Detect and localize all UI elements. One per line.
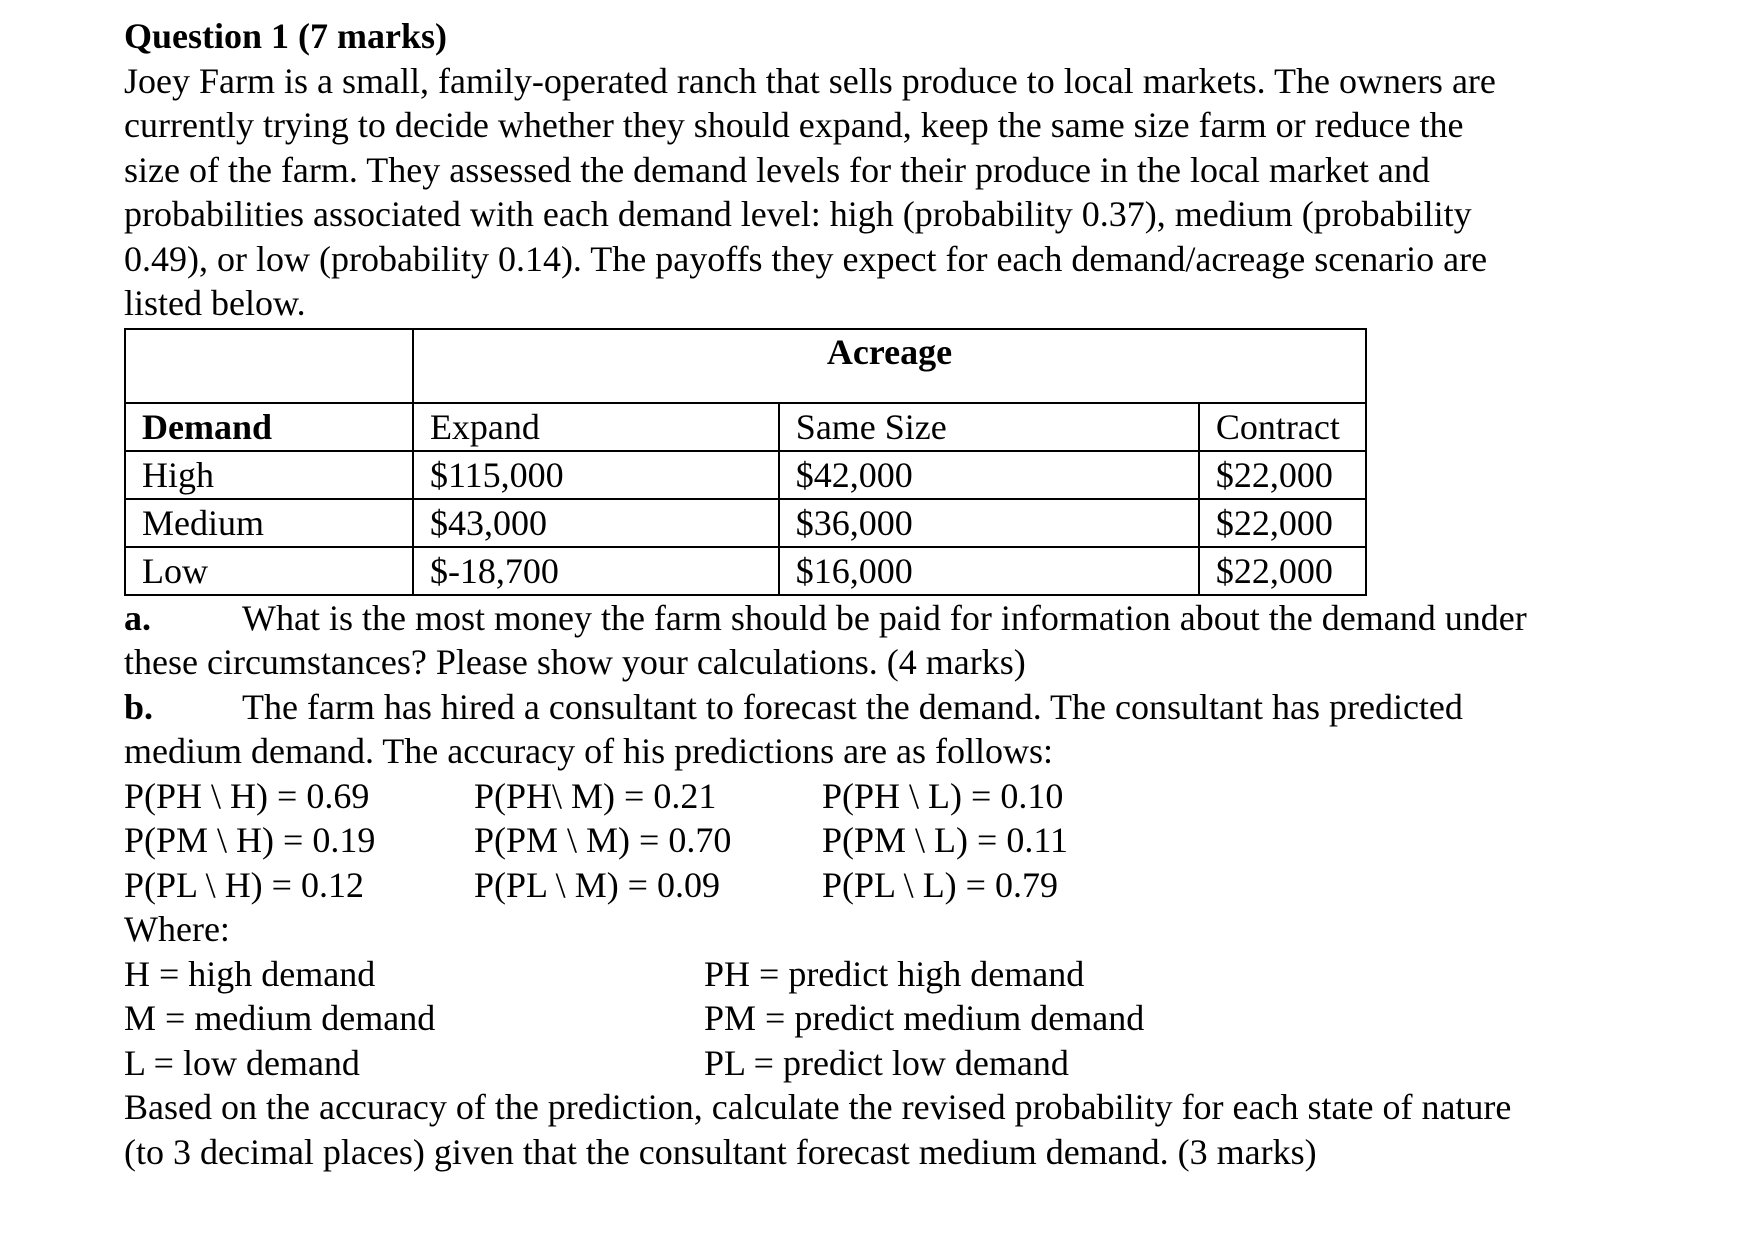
conditional-probability: P(PH \ H) = 0.69 xyxy=(124,775,370,816)
conditional-probability: P(PM \ H) = 0.19 xyxy=(124,820,376,860)
acreage-header: Acreage xyxy=(413,329,1366,403)
table-cell: $42,000 xyxy=(779,451,1199,499)
part-b-line-1 xyxy=(124,685,1744,730)
where-label: Where: xyxy=(124,909,230,949)
column-header-same-size: Same Size xyxy=(779,403,1199,451)
definition: H = high demand xyxy=(124,953,376,994)
conditional-probability: P(PL \ H) = 0.12 xyxy=(124,864,364,905)
demand-header: Demand xyxy=(125,403,413,451)
definition: M = medium demand xyxy=(124,998,436,1038)
table-cell: $115,000 xyxy=(413,451,779,499)
column-header-expand: Expand xyxy=(413,403,779,451)
intro-line: probabilities associated with each demand level: high (probability 0.37), medium (probability xyxy=(124,194,1472,234)
table-row xyxy=(125,451,1366,499)
conditional-probability: P(PM \ L) = 0.11 xyxy=(822,820,1068,860)
definition: L = low demand xyxy=(124,1042,360,1083)
part-b-line-2: medium demand. The accuracy of his predictions are as follows: xyxy=(124,731,1054,771)
conditional-probability: P(PH \ L) = 0.10 xyxy=(822,775,1064,816)
intro-line: currently trying to decide whether they should expand, keep the same size farm or reduce the xyxy=(124,105,1464,145)
table-cell: $22,000 xyxy=(1199,451,1366,499)
intro-line: Joey Farm is a small, family-operated ranch that sells produce to local markets. The owners are xyxy=(124,60,1496,101)
table-cell: $16,000 xyxy=(779,547,1199,595)
definitions xyxy=(124,952,1744,1086)
conditional-probabilities xyxy=(124,774,1744,908)
definition: PL = predict low demand xyxy=(704,1042,1069,1083)
table-cell: $22,000 xyxy=(1199,499,1366,547)
closing-line-1: Based on the accuracy of the prediction, calculate the revised probability for each state of nature xyxy=(124,1087,1512,1127)
table-cell: $22,000 xyxy=(1199,547,1366,595)
intro-line: 0.49), or low (probability 0.14). The payoffs they expect for each demand/acreage scenario are xyxy=(124,238,1488,279)
table-cell: $43,000 xyxy=(413,499,779,547)
part-b-text: The farm has hired a consultant to forecast the demand. The consultant has predicted xyxy=(242,686,1463,727)
table-cell: $-18,700 xyxy=(413,547,779,595)
closing-line-2: (to 3 decimal places) given that the consultant forecast medium demand. (3 marks) xyxy=(124,1131,1317,1172)
row-label-low: Low xyxy=(125,547,413,595)
table-corner-cell xyxy=(125,329,413,403)
conditional-probability: P(PH\ M) = 0.21 xyxy=(474,775,717,816)
conditional-probability: P(PL \ L) = 0.79 xyxy=(822,864,1058,905)
intro-line: listed below. xyxy=(124,283,306,323)
definition: PH = predict high demand xyxy=(704,953,1085,994)
table-cell: $36,000 xyxy=(779,499,1199,547)
part-a-line-2: these circumstances? Please show your calculations. (4 marks) xyxy=(124,642,1026,682)
table-row xyxy=(125,547,1366,595)
question-page xyxy=(124,14,1744,1174)
part-a-line-1 xyxy=(124,596,1744,641)
payoff-table xyxy=(124,328,1367,596)
conditional-probability: P(PL \ M) = 0.09 xyxy=(474,864,720,905)
part-a-text: What is the most money the farm should be paid for information about the demand under xyxy=(242,597,1527,638)
table-row xyxy=(125,499,1366,547)
part-b-letter: b. xyxy=(124,686,154,727)
table-header-row xyxy=(125,329,1366,403)
intro-line: size of the farm. They assessed the demand levels for their produce in the local market and xyxy=(124,149,1430,190)
part-a-letter: a. xyxy=(124,597,151,638)
conditional-probability: P(PM \ M) = 0.70 xyxy=(474,820,732,860)
row-label-medium: Medium xyxy=(125,499,413,547)
table-column-header-row xyxy=(125,403,1366,451)
definition: PM = predict medium demand xyxy=(704,998,1145,1038)
question-title: Question 1 (7 marks) xyxy=(124,16,447,56)
intro-paragraph xyxy=(124,59,1744,326)
row-label-high: High xyxy=(125,451,413,499)
column-header-contract: Contract xyxy=(1199,403,1366,451)
